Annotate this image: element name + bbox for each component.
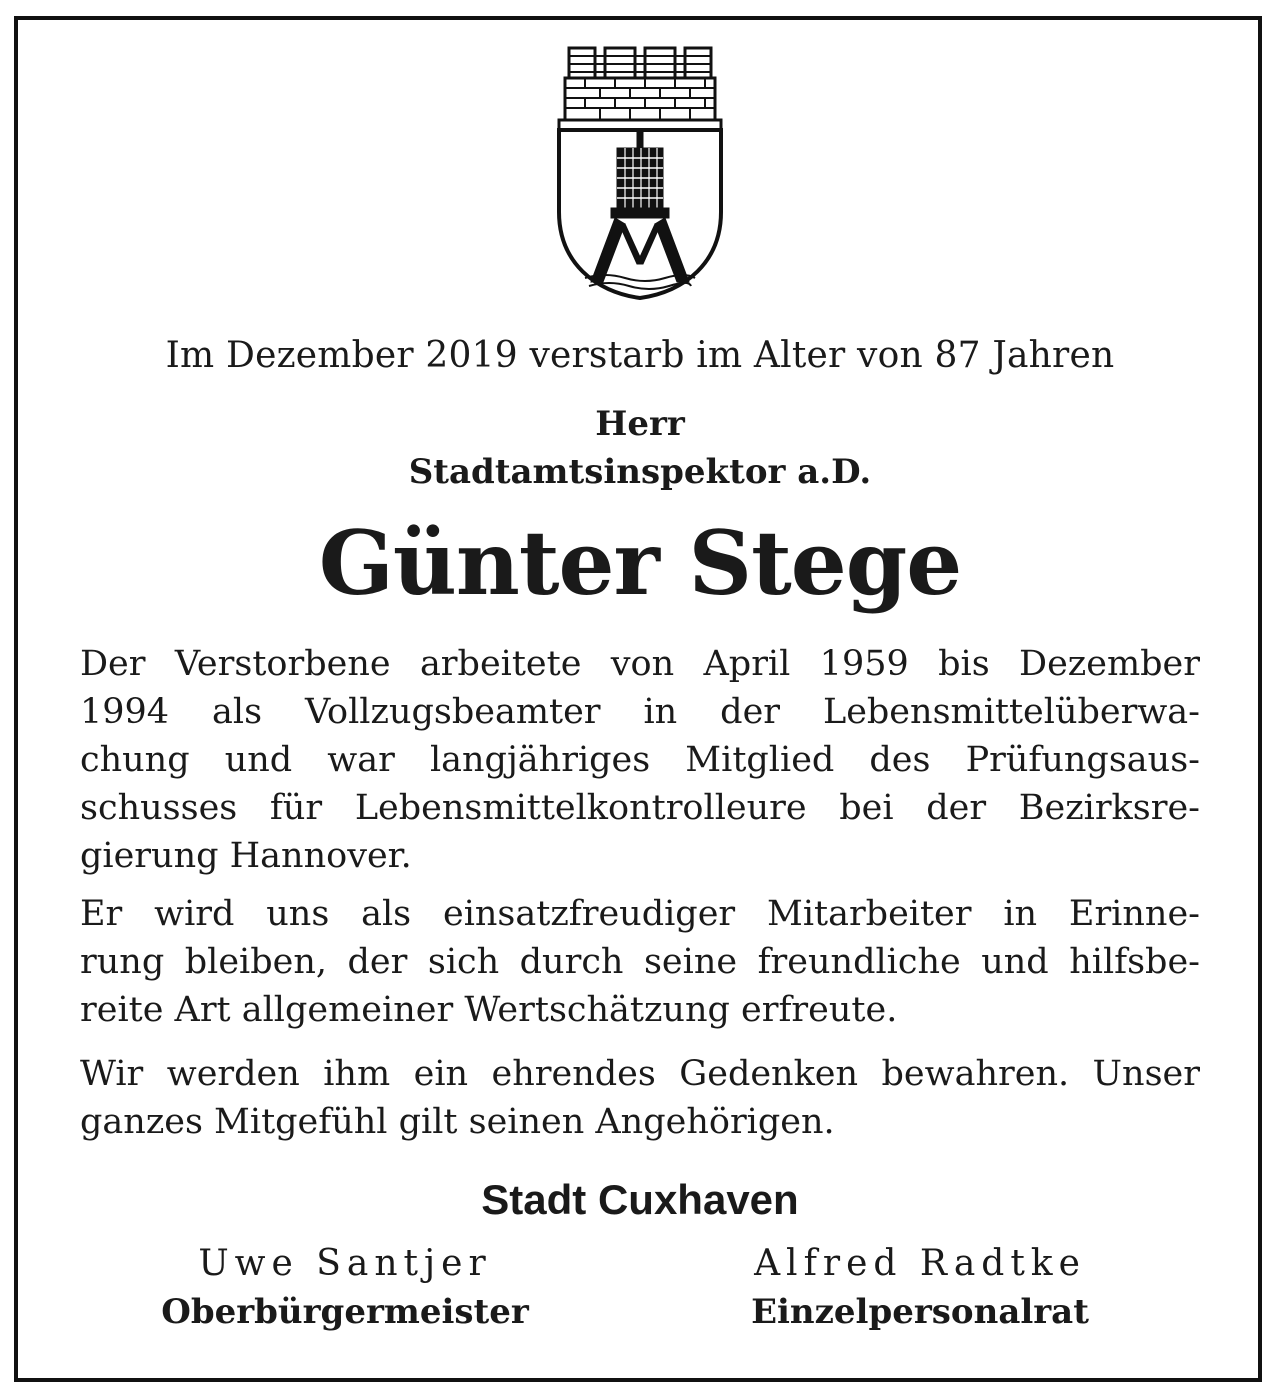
signatory-staff-council: [670, 1240, 1170, 1336]
paragraph-condolence: [80, 1050, 1200, 1146]
text-line: Er wird uns als einsatzfreudiger Mitarbeiter in Erinne-: [80, 894, 1200, 934]
text-line: ganzes Mitgefühl gilt seinen Angehörigen.: [80, 1102, 835, 1142]
signatory-name: Uwe Santjer: [198, 1243, 492, 1284]
signatory-mayor: [95, 1240, 595, 1336]
deceased-title: Stadtamtsinspektor a.D.: [408, 452, 872, 492]
signatory-name: Alfred Radtke: [754, 1243, 1086, 1284]
death-announcement-line: Im Dezember 2019 verstarb im Alter von 87 Jahren: [165, 335, 1115, 376]
coat-of-arms-icon: [555, 42, 725, 302]
text-line: gierung Hannover.: [80, 836, 412, 876]
text-line: schusses für Lebensmittelkontrolleure bei der Bezirksre-: [80, 788, 1200, 828]
text-line: Der Verstorbene arbeitete von April 1959 bis Dezember: [80, 644, 1200, 684]
signatory-role: Einzelpersonalrat: [751, 1292, 1089, 1332]
paragraph-career: [80, 640, 1200, 880]
text-line: rung bleiben, der sich durch seine freundliche und hilfsbe-: [80, 942, 1200, 982]
text-line: chung und war langjähriges Mitglied des Prüfungsaus-: [80, 740, 1200, 780]
text-line: reite Art allgemeiner Wertschätzung erfreute.: [80, 990, 898, 1030]
organization-name: Stadt Cuxhaven: [481, 1176, 799, 1223]
salutation: Herr: [595, 404, 685, 444]
text-line: 1994 als Vollzugsbeamter in der Lebensmittelüberwa-: [80, 692, 1200, 732]
deceased-name: Günter Stege: [318, 511, 962, 615]
signatory-role: Oberbürgermeister: [161, 1292, 529, 1332]
paragraph-remembrance: [80, 890, 1200, 1034]
text-line: Wir werden ihm ein ehrendes Gedenken bewahren. Unser: [80, 1054, 1200, 1094]
